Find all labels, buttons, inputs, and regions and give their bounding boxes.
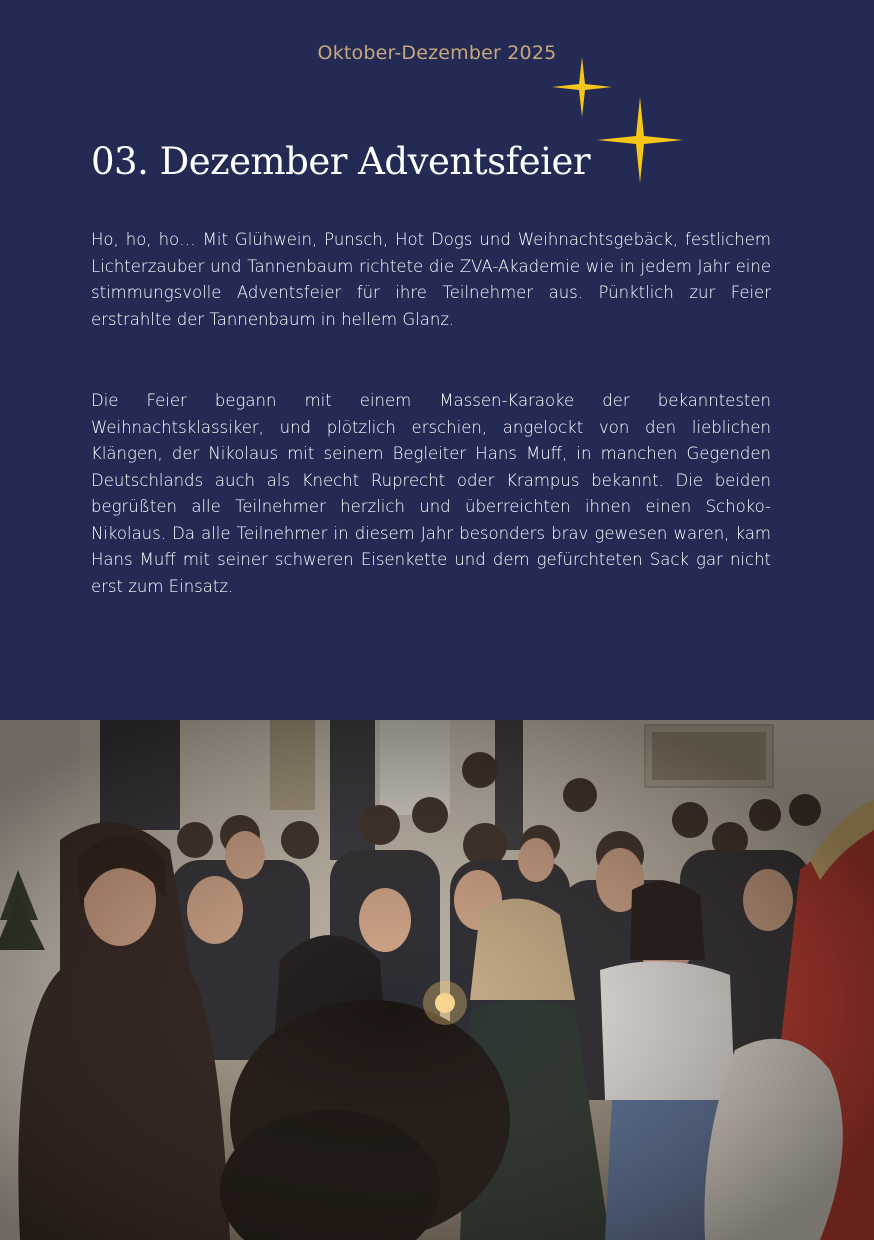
group-photo xyxy=(0,720,874,1240)
sparkle-star-icon xyxy=(597,97,683,183)
article-paragraph-2: Die Feier begann mit einem Massen-Karaoke der bekanntesten Weihnachtsklassiker, und plötzlich erschien, angelockt von den lieblichen Klängen, der Nikolaus mit seinem Begleiter Hans Muff, in manchen Gegenden Deutschlands auch als Knecht Ruprecht oder Krampus bekannt. Die beiden begrüßten alle Teilnehmer herzlich und überreichten ihnen einen Schoko-Nikolaus. Da alle Teilnehmer in diesem Jahr besonders brav gewesen waren, kam Hans Muff mit seiner schweren Eisenkette und dem gefürchteten Sack gar nicht erst zum Einsatz. xyxy=(91,391,771,596)
article-title: 03. Dezember Adventsfeier xyxy=(91,140,591,183)
date-range: Oktober-Dezember 2025 xyxy=(317,42,557,64)
group-photo-illustration xyxy=(0,720,874,1240)
article-paragraph-1: Ho, ho, ho… Mit Glühwein, Punsch, Hot Dogs und Weihnachtsgebäck, festlichem Lichterzauber und Tannenbaum richtete die ZVA-Akademie wie in jedem Jahr eine stimmungsvolle Adventsfeier für ihre Teilnehmer aus. Pünktlich zur Feier erstrahlte der Tannenbaum in hellem Glanz. xyxy=(91,230,771,329)
